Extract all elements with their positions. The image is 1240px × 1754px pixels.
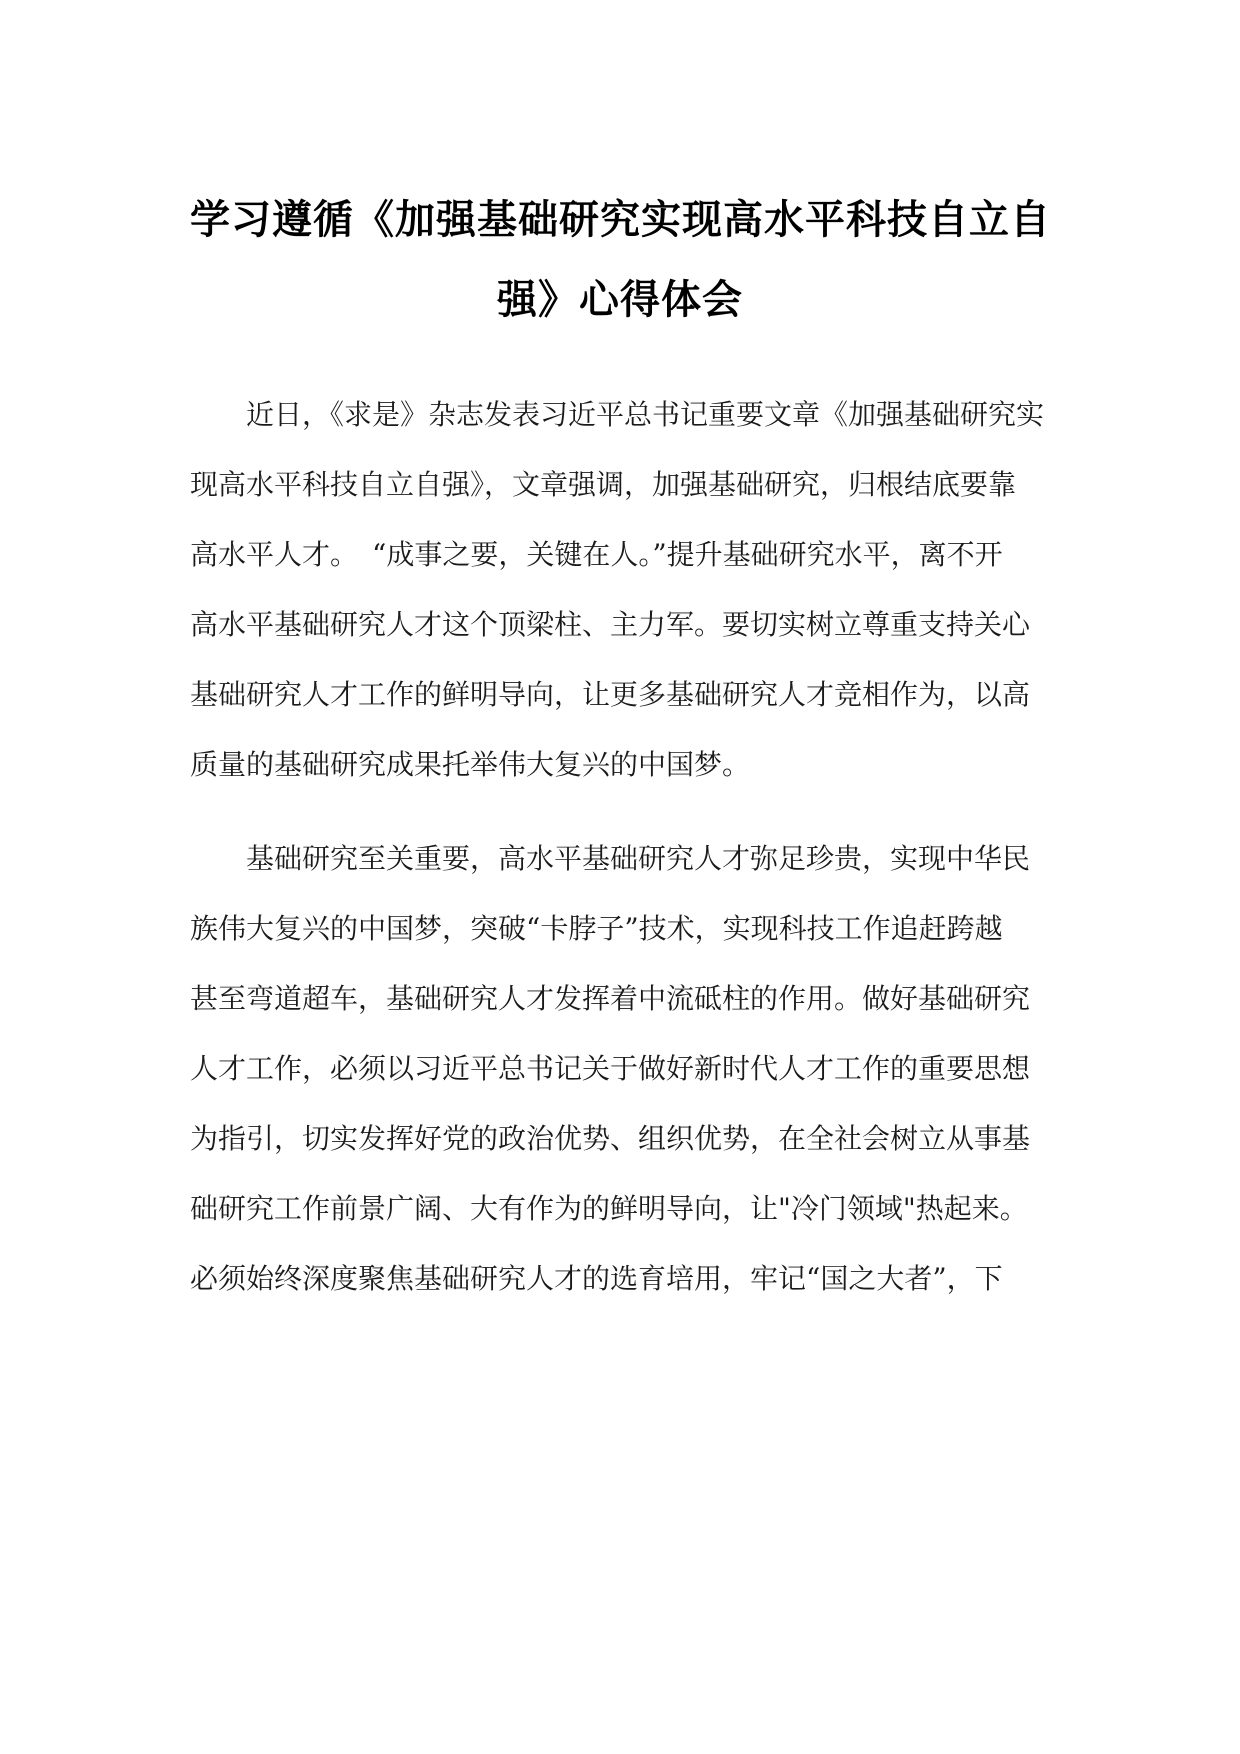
paragraph-line: 高水平人才。 “成事之要，关键在人。”提升基础研究水平，离不开 xyxy=(190,538,1003,571)
paragraph-line: 为指引，切实发挥好党的政治优势、组织优势，在全社会树立从事基 xyxy=(190,1122,1031,1155)
paragraph-line: 质量的基础研究成果托举伟大复兴的中国梦。 xyxy=(190,748,751,781)
paragraph-line: 基础研究至关重要，高水平基础研究人才弥足珍贵，实现中华民 xyxy=(190,842,1031,875)
paragraph-line: 族伟大复兴的中国梦，突破“卡脖子”技术，实现科技工作追赶跨越 xyxy=(190,912,1003,945)
paragraph-line: 基础研究人才工作的鲜明导向，让更多基础研究人才竞相作为，以高 xyxy=(190,678,1031,711)
paragraph-line: 人才工作，必须以习近平总书记关于做好新时代人才工作的重要思想 xyxy=(190,1052,1031,1085)
document-title xyxy=(190,180,1050,340)
paragraph-2 xyxy=(190,824,1052,1314)
paragraph-line: 现高水平科技自立自强》，文章强调，加强基础研究，归根结底要靠 xyxy=(190,468,1017,501)
paragraph-1 xyxy=(190,380,1052,800)
title-line-1: 学习遵循《加强基础研究实现高水平科技自立自 xyxy=(190,197,1051,243)
paragraph-line: 甚至弯道超车，基础研究人才发挥着中流砥柱的作用。做好基础研究 xyxy=(190,982,1031,1015)
title-line-2: 强》心得体会 xyxy=(497,277,743,323)
paragraph-line: 础研究工作前景广阔、大有作为的鲜明导向，让"冷门领域"热起来。 xyxy=(190,1192,1028,1225)
paragraph-line: 必须始终深度聚焦基础研究人才的选育培用，牢记“国之大者”，下 xyxy=(190,1262,1003,1295)
paragraph-line: 高水平基础研究人才这个顶梁柱、主力军。要切实树立尊重支持关心 xyxy=(190,608,1031,641)
paragraph-line: 近日，《求是》杂志发表习近平总书记重要文章《加强基础研究实 xyxy=(190,398,1045,431)
